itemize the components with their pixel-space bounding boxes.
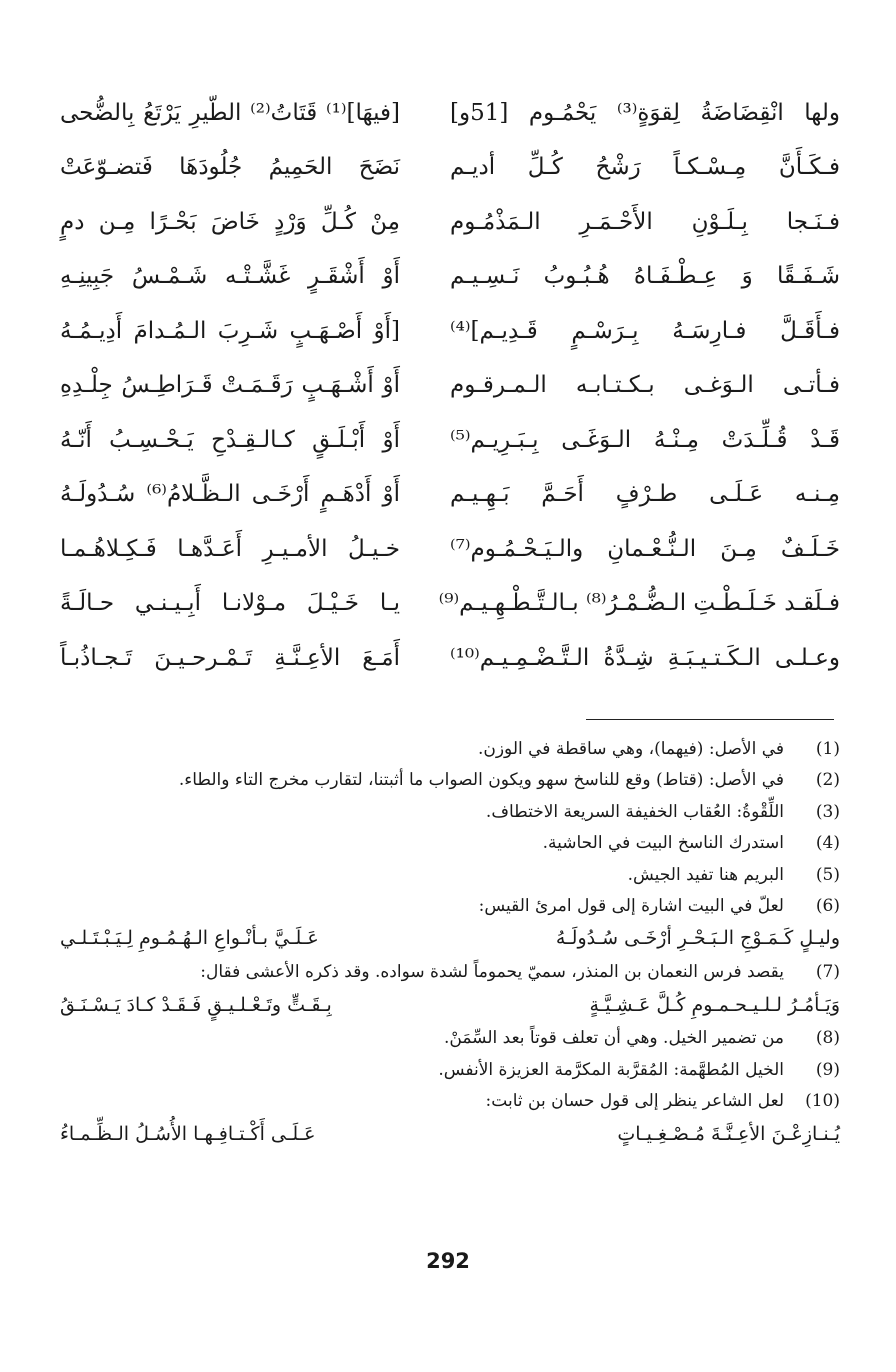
footnote-text: يقصد فرس النعمان بن المنذر، سميّ يحموماً لشدة سواده. وقد ذكره الأعشى فقال: — [200, 962, 784, 983]
verse-row — [60, 577, 840, 632]
footnote-text: اللِّقْوةُ: العُقاب الخفيفة السريعة الاختطاف. — [485, 801, 784, 822]
footnote-text: الخيل المُطهَّمة: المُقرَّبة المكرَّمة العزيزة الأنفس. — [438, 1059, 784, 1080]
footnote-number: (2) — [815, 770, 840, 791]
verse-row — [60, 304, 840, 359]
verse-row — [60, 413, 840, 468]
verse-first-hemistich: أَوْ أَشْـهَـبٍ رَقَـمَـتْ قَـرَاطِـسُ جِلْـدِهِ — [60, 372, 400, 399]
verse-row — [60, 631, 840, 686]
footnote — [60, 1024, 840, 1055]
verse-first-hemistich: نَضَحَ الحَمِيمُ جُلُودَهَا فَتضـوّعَتْ — [60, 154, 400, 181]
verse-first-hemistich: مِنْ كُـلِّ وَرْدٍ خَاضَ بَحْـرًا مِـن دمٍ — [60, 208, 400, 235]
footnote-number: (5) — [815, 864, 840, 885]
footnote — [60, 735, 840, 766]
footnote-number: (4) — [815, 833, 840, 854]
verse-row — [60, 468, 840, 523]
verse-row — [60, 359, 840, 414]
quoted-verse-second: عَـلَـى أَكْـتـافِـهـا الأُسُـلُ الـظِّـمـاءُ — [60, 1122, 316, 1145]
footnote — [60, 892, 840, 958]
quoted-verse-first: وليـلٍ كَـمَـوْجِ الـبَـحْـرِ أرْخَـى سُـدُولَـهُ — [555, 927, 840, 950]
footnote-text: في الأصل: (قتاط) وقع للناسخ سهو ويكون الصواب ما أثبتنا، لتقارب مخرج التاء والطاء. — [178, 770, 784, 791]
footnote-text: لعل الشاعر ينظر إلى قول حسان بن ثابت: — [485, 1091, 784, 1112]
verse-second-hemistich: فـأَقَـلَّ فـارِسَـهُ بِـرَسْـمٍ قَـدِيـم]⁽⁴⁾ — [450, 317, 840, 344]
verse-first-hemistich: أَمَـعَ الأعِـنَّـةِ تَـمْـرحـيـنَ تَـجـاذُبـاً — [60, 644, 400, 671]
footnote-text: من تضمير الخيل. وهي أن تعلف قوتاً بعد السِّمَنْ. — [444, 1028, 784, 1049]
footnote — [60, 958, 840, 1024]
verse-first-hemistich: [فيهَا]⁽¹⁾ قَتَاتُ⁽²⁾ الطّيرِ يَرْتَعُ بِالضُّحى — [60, 99, 400, 126]
page-number: 292 — [426, 1249, 470, 1273]
verse-second-hemistich: مِـنـه عَـلَـى طـرْفٍ أَحَـمَّ بَـهِـيـم — [450, 481, 840, 508]
verse-row — [60, 195, 840, 250]
verse-second-hemistich: شَـفَـقًا وَ عِـطْـفَـاهُ هُـبُـوبُ نَـسِـيـم — [450, 263, 840, 290]
footnote-text: استدرك الناسخ البيت في الحاشية. — [542, 833, 784, 854]
footnote — [60, 861, 840, 892]
footnote-divider — [586, 719, 834, 720]
quoted-verse-first: وَيَـأمُـرُ لـلـيـحـمـومِ كُـلَّ عَـشِـيَّـةٍ — [589, 993, 840, 1016]
footnote — [60, 798, 840, 829]
verse-first-hemistich: أَوْ أَبْـلَـقٍ كـالـقِـدْحِ يَـحْـسِـبُ أَنّـهُ — [60, 426, 400, 453]
footnote-text: لعلّ في البيت اشارة إلى قول امرئ القيس: — [478, 895, 784, 916]
footnote-number: (9) — [815, 1059, 840, 1080]
verse-second-hemistich: فـنَـجا بِـلَـوْنِ الأَحْـمَـرِ الـمَذْمُـوم — [450, 208, 840, 235]
footnote-number: (10) — [805, 1091, 840, 1112]
verse-first-hemistich: أَوْ أَشْقَـرٍ غَشَّـتْـه شَـمْـسُ جَبِينِـهِ — [60, 263, 400, 290]
verse-row — [60, 86, 840, 141]
verse-row — [60, 250, 840, 305]
footnote — [60, 1056, 840, 1087]
footnote-text: البريم هنا تفيد الجيش. — [627, 864, 784, 885]
quoted-verse — [60, 923, 840, 958]
quoted-verse-second: عَـلَـيَّ بـأنْـواعِ الـهُـمُـومِ لِـيَـبْـتَـلـي — [60, 927, 319, 950]
footnote-text: في الأصل: (فيهما)، وهي ساقطة في الوزن. — [477, 739, 784, 759]
footnote-number: (1) — [815, 739, 840, 759]
quoted-verse — [60, 990, 840, 1025]
poem-body — [60, 86, 840, 686]
verse-first-hemistich: خـيـلُ الأمـيـرِ أَعَـدَّهـا فَـكِـلاهُـمـا — [60, 535, 400, 562]
footnote-number: (6) — [815, 895, 840, 916]
verse-second-hemistich: وعـلـى الـكَـتـيـبَـةِ شِـدَّةُ الـتَّـضْـمِـيـم⁽¹⁰⁾ — [450, 644, 840, 671]
footnote-number: (8) — [815, 1028, 840, 1049]
quoted-verse — [60, 1119, 840, 1154]
footnote-number: (7) — [815, 962, 840, 983]
verse-first-hemistich: [أَوْ أَصْـهَـبٍ شَـرِبَ الـمُـدامَ أَدِيـمُـهُ — [60, 317, 400, 344]
verse-row — [60, 522, 840, 577]
verse-second-hemistich: فـكَـأَنَّ مِـسْـكـاً رَشْحُ كُـلِّ أديـم — [450, 154, 840, 181]
footnote — [60, 829, 840, 860]
verse-second-hemistich: خَـلَـفٌ مِـنَ الـنُّـعْـمانِ والـيَـحْـمُـوم⁽⁷⁾ — [450, 535, 840, 562]
footnotes — [60, 735, 840, 1153]
verse-row — [60, 141, 840, 196]
footnote — [60, 1087, 840, 1153]
quoted-verse-first: يُـنـازِعْـنَ الأعِـنَّـةَ مُـصْـغِـيـاتٍ — [617, 1122, 840, 1145]
footnote — [60, 766, 840, 797]
verse-second-hemistich: فـلَقـد خَـلَـطْـتِ الـضُّـمْـرُ⁽⁸⁾ بـالـتَّـطْـهِـيـم⁽⁹⁾ — [438, 590, 840, 617]
verse-first-hemistich: أَوْ أَدْهَـمٍ أَرْخَـى الـظَّـلامُ⁽⁶⁾ سُـدُولَـهُ — [60, 481, 400, 508]
verse-second-hemistich: قَـدْ قُـلِّـدَتْ مِـنْـهُ الـوَغَـى بِـبَـرِيـم⁽⁵⁾ — [450, 426, 840, 453]
verse-first-hemistich: يـا خَـيْـلَ مـوْلانـا أَبِـيـنـي حـالَـةً — [60, 590, 400, 617]
verse-second-hemistich: ولها انْقِضَاضَةُ لِقوَةٍ⁽³⁾ يَحْمُـوم [51و] — [450, 99, 841, 126]
verse-second-hemistich: فـأتـى الـوَغـى بـكـتـابـه الـمـرقـوم — [450, 372, 840, 399]
quoted-verse-second: بِـقَـتٍّ وتَـعْـلـيـقٍ فَـقَـدْ كـادَ يَـسْـنَـقُ — [60, 993, 332, 1016]
footnote-number: (3) — [815, 801, 840, 822]
